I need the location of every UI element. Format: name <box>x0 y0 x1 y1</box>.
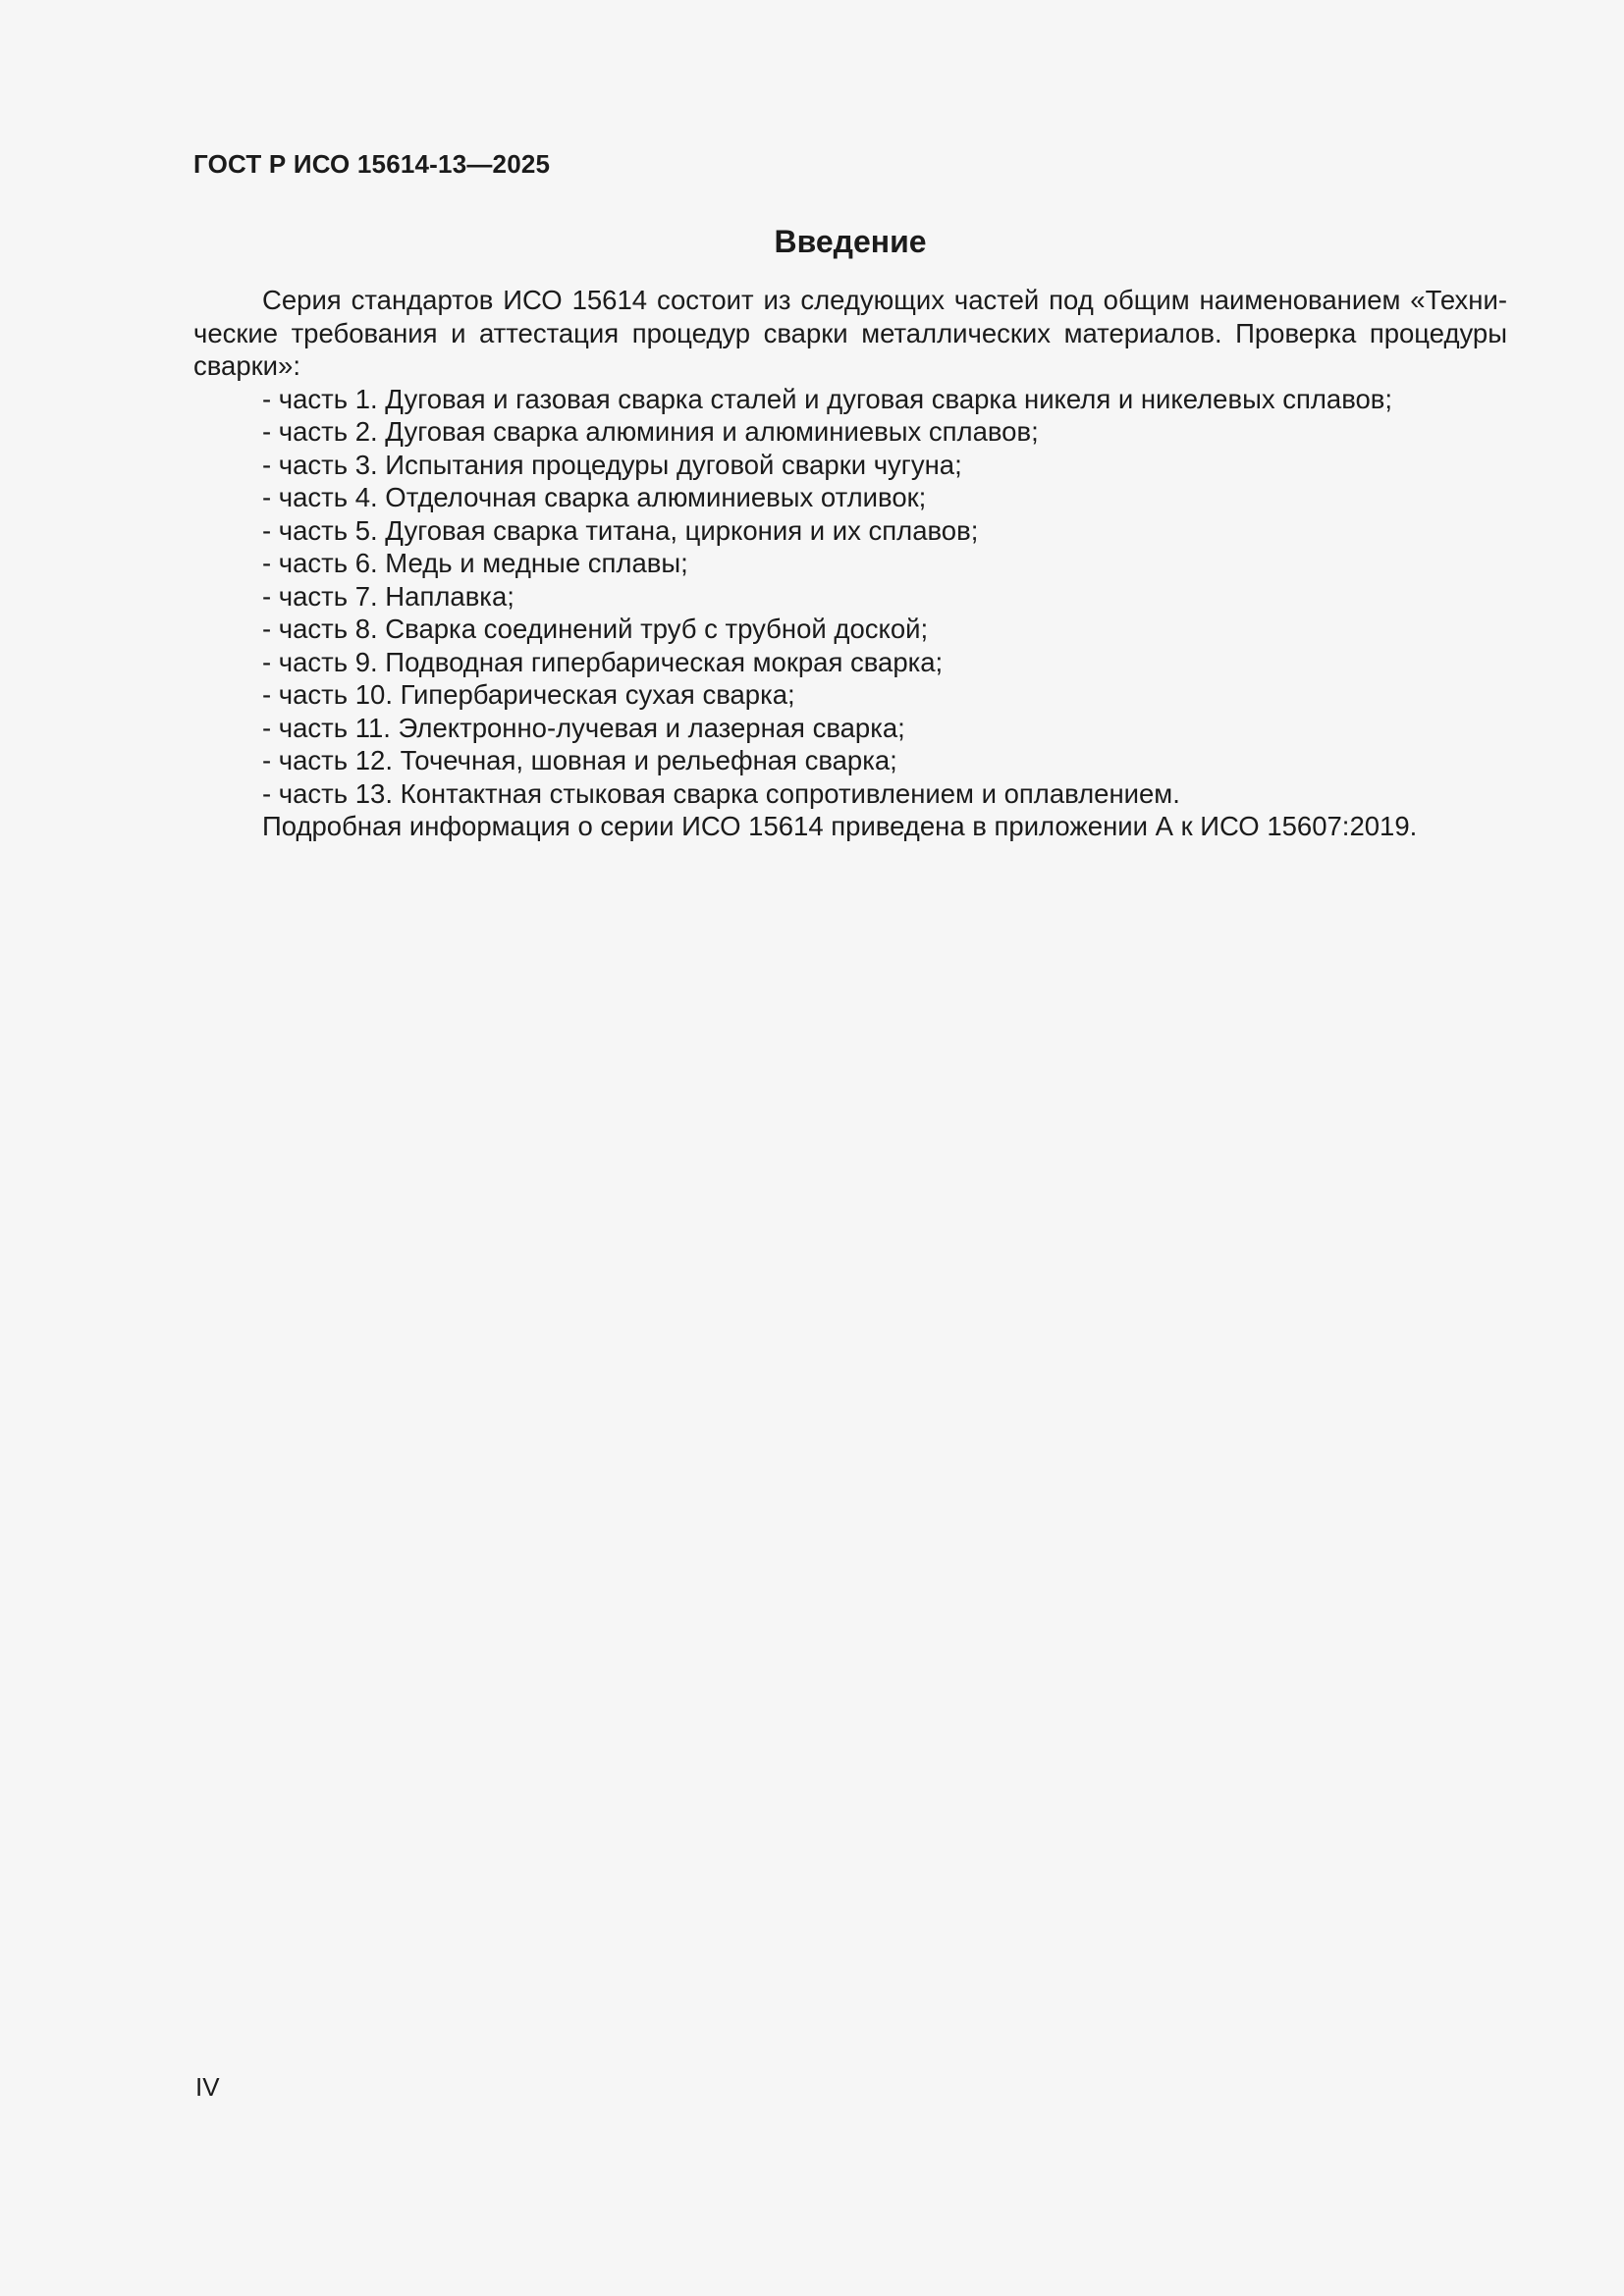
list-item: - часть 5. Дуговая сварка титана, циркония и их сплавов; <box>262 514 979 546</box>
list-item: - часть 8. Сварка соединений труб с трубной доской; <box>262 614 929 644</box>
list-item: - часть 9. Подводная гипербарическая мокрая сварка; <box>262 646 944 677</box>
list-item: - часть 11. Электронно-лучевая и лазерная сварка; <box>262 712 905 743</box>
list-item: - часть 6. Медь и медные сплавы; <box>262 548 688 578</box>
list-item: - часть 7. Наплавка; <box>262 580 514 612</box>
list-item: - часть 10. Гипербарическая сухая сварка; <box>262 679 795 710</box>
intro-paragraph: Серия стандартов ИСО 15614 состоит из следующих частей под общим наименованием «Техни-ческие требования и аттестация процедур сварки металлических материалов. Проверка процедуры сварки»: <box>193 285 1507 381</box>
list-item: - часть 1. Дуговая и газовая сварка сталей и дуговая сварка никеля и никелевых сплавов; <box>262 383 1393 414</box>
document-header: ГОСТ Р ИСО 15614-13—2025 <box>193 149 551 179</box>
list-item: - часть 2. Дуговая сварка алюминия и алюминиевых сплавов; <box>262 416 1039 447</box>
list-item: - часть 12. Точечная, шовная и рельефная сварка; <box>262 745 897 775</box>
list-item: - часть 13. Контактная стыковая сварка сопротивлением и оплавлением. <box>262 777 1180 809</box>
document-body <box>193 284 1507 843</box>
list-item: - часть 3. Испытания процедуры дуговой сварки чугуна; <box>262 449 962 480</box>
closing-paragraph: Подробная информация о серии ИСО 15614 приведена в приложении А к ИСО 15607:2019. <box>262 811 1418 841</box>
page-number: IV <box>195 2072 220 2102</box>
section-title: Введение <box>774 224 927 259</box>
parts-list <box>193 383 1507 811</box>
list-item: - часть 4. Отделочная сварка алюминиевых отливок; <box>262 482 927 512</box>
